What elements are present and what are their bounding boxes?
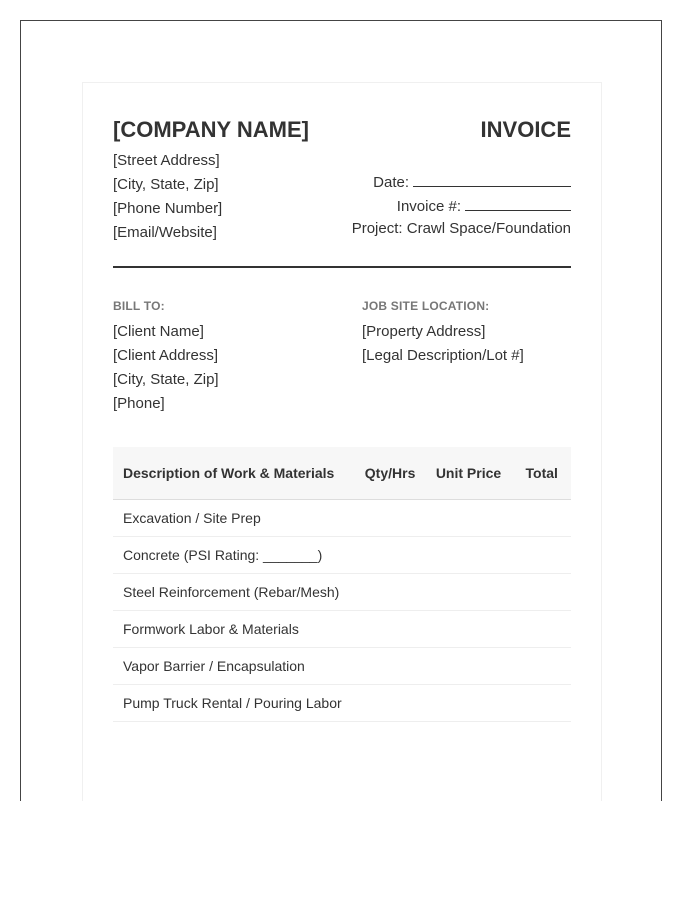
date-field xyxy=(373,172,571,192)
table-row xyxy=(113,537,571,574)
row-qty xyxy=(356,648,425,685)
row-qty xyxy=(356,685,425,722)
row-total xyxy=(512,500,571,537)
date-blank xyxy=(413,172,571,187)
row-unit-price xyxy=(425,537,513,574)
header-divider xyxy=(113,266,571,268)
row-qty xyxy=(356,500,425,537)
table-row xyxy=(113,685,571,722)
row-total xyxy=(512,685,571,722)
client-city-state-zip: [City, State, Zip] xyxy=(113,371,219,388)
table-row xyxy=(113,611,571,648)
row-total xyxy=(512,537,571,574)
project-line: Project: Crawl Space/Foundation xyxy=(351,220,571,237)
bill-to-label: BILL TO: xyxy=(113,299,165,313)
row-description: Concrete (PSI Rating: _______) xyxy=(113,537,356,574)
table-row xyxy=(113,648,571,685)
document-viewport xyxy=(20,20,662,801)
invoice-page xyxy=(82,82,602,801)
company-phone: [Phone Number] xyxy=(113,200,223,217)
invoice-number-field xyxy=(397,196,571,216)
row-unit-price xyxy=(425,500,513,537)
table-header-row xyxy=(113,447,571,500)
row-description: Steel Reinforcement (Rebar/Mesh) xyxy=(113,574,356,611)
job-site-label: JOB SITE LOCATION: xyxy=(362,299,490,313)
invoice-number-blank xyxy=(465,196,571,211)
column-header-qty: Qty/Hrs xyxy=(356,447,425,500)
table-row xyxy=(113,500,571,537)
row-total xyxy=(512,574,571,611)
row-qty xyxy=(356,537,425,574)
client-name: [Client Name] xyxy=(113,323,204,340)
company-email-website: [Email/Website] xyxy=(113,224,217,241)
client-address: [Client Address] xyxy=(113,347,219,364)
row-description: Pump Truck Rental / Pouring Labor xyxy=(113,685,356,722)
column-header-unit-price: Unit Price xyxy=(425,447,513,500)
row-unit-price xyxy=(425,685,513,722)
row-description: Formwork Labor & Materials xyxy=(113,611,356,648)
row-unit-price xyxy=(425,574,513,611)
row-unit-price xyxy=(425,611,513,648)
row-total xyxy=(512,648,571,685)
invoice-number-label: Invoice #: xyxy=(396,198,461,215)
row-qty xyxy=(356,574,425,611)
company-street-address: [Street Address] xyxy=(113,152,220,169)
line-items-table xyxy=(113,447,571,722)
row-unit-price xyxy=(425,648,513,685)
column-header-total: Total xyxy=(512,447,571,500)
row-qty xyxy=(356,611,425,648)
company-name: [COMPANY NAME] xyxy=(113,117,309,142)
property-address: [Property Address] xyxy=(362,323,486,340)
row-description: Vapor Barrier / Encapsulation xyxy=(113,648,356,685)
legal-description: [Legal Description/Lot #] xyxy=(362,347,524,364)
table-row xyxy=(113,574,571,611)
column-header-description: Description of Work & Materials xyxy=(113,447,356,500)
invoice-title: INVOICE xyxy=(480,117,571,142)
client-phone: [Phone] xyxy=(113,395,165,412)
date-label: Date: xyxy=(373,174,409,191)
company-city-state-zip: [City, State, Zip] xyxy=(113,176,219,193)
row-total xyxy=(512,611,571,648)
row-description: Excavation / Site Prep xyxy=(113,500,356,537)
